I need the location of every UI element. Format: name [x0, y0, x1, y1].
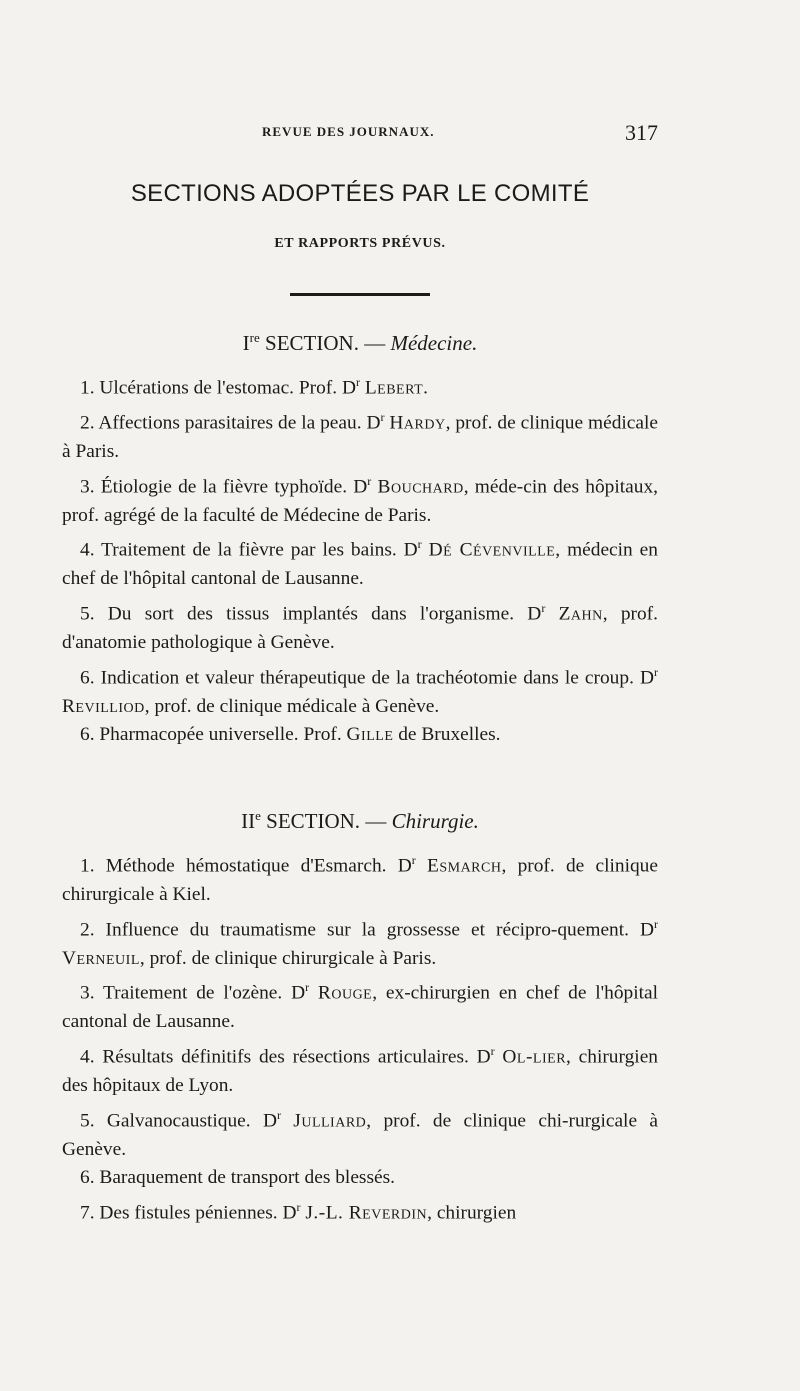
item-after: .: [423, 377, 429, 399]
item-sup: r: [490, 1043, 495, 1058]
author-name: Hardy: [389, 412, 446, 434]
page-title: SECTIONS ADOPTÉES PAR LE COMITÉ: [130, 180, 590, 207]
item-after: , prof. de clinique chirurgicale à Paris.: [139, 947, 437, 969]
section-numeral-suffix: e: [255, 808, 261, 823]
item-after: , prof. de clinique chirurgicale à Kiel.: [62, 855, 658, 906]
list-item: [62, 1164, 658, 1193]
author-name: J.-L. Reverdin: [305, 1202, 428, 1224]
section-dash: —: [364, 331, 386, 355]
item-text: 3. Traitement de l'ozène. D: [80, 982, 306, 1004]
item-after: , ex-chirurgien en chef de l'hôpital cantonal de Lausanne.: [62, 982, 658, 1033]
title-rule: [290, 293, 430, 296]
item-text: 5. Du sort des tissus implantés dans l'organisme. D: [80, 603, 542, 625]
list-item: [62, 846, 658, 910]
author-name: Verneuil: [62, 947, 140, 969]
author-name: Ol-lier: [502, 1046, 567, 1068]
section-label: SECTION.: [266, 809, 361, 833]
item-sup: r: [367, 473, 372, 488]
item-sup: r: [380, 410, 385, 425]
author-name: Julliard: [293, 1110, 367, 1132]
item-after: , prof. de clinique médicale à Paris.: [62, 412, 658, 463]
page-subtitle: ET RAPPORTS PRÉVUS.: [274, 236, 446, 251]
author-name: Zahn: [558, 603, 603, 625]
item-after: de Bruxelles.: [393, 724, 501, 746]
author-name: Revilliod: [62, 695, 145, 717]
list-item: [62, 368, 658, 403]
section-medecine-items: [62, 368, 658, 750]
author-name: Rouge: [317, 982, 373, 1004]
item-sup: r: [296, 1199, 301, 1214]
item-after: , prof. d'anatomie pathologique à Genève.: [62, 603, 658, 654]
item-text: 7. Des fistules péniennes. D: [80, 1202, 297, 1224]
list-item: [62, 594, 658, 658]
author-name: Bouchard: [377, 476, 464, 498]
item-text: 6. Baraquement de transport des blessés.: [80, 1167, 396, 1189]
item-sup: r: [276, 1107, 281, 1122]
item-text: 6. Pharmacopée universelle. Prof.: [80, 724, 347, 746]
item-after: , chirurgien: [427, 1202, 517, 1224]
item-sup: r: [654, 916, 658, 931]
list-item: [62, 1037, 658, 1101]
item-after: , méde-cin des hôpitaux, prof. agrégé de la faculté de Médecine de Paris.: [62, 476, 658, 526]
author-name: Lebert: [364, 377, 424, 399]
item-after: , chirurgien des hôpitaux de Lyon.: [62, 1046, 658, 1097]
item-text: 5. Galvanocaustique. D: [80, 1110, 277, 1132]
item-sup: r: [654, 664, 658, 679]
item-text: 3. Étiologie de la fièvre typhoïde. D: [80, 476, 368, 498]
list-item: [62, 530, 658, 594]
section-label: SECTION.: [265, 331, 359, 355]
author-name: Esmarch: [426, 855, 502, 877]
section-numeral-suffix: re: [249, 330, 260, 345]
item-text: 6. Indication et valeur thérapeutique de la trachéotomie dans le croup. D: [80, 667, 654, 689]
page-number: 317: [625, 120, 658, 145]
list-item: [62, 658, 658, 722]
item-after: , prof. de clinique médicale à Genève.: [144, 695, 440, 717]
item-sup: r: [541, 601, 546, 616]
section-numeral: I: [242, 331, 250, 355]
list-item: [62, 910, 658, 974]
item-text: 4. Résultats définitifs des résections articulaires. D: [80, 1046, 491, 1068]
list-item: [62, 1193, 658, 1228]
item-text: 4. Traitement de la fièvre par les bains. D: [80, 539, 418, 561]
section-heading-medecine: [62, 330, 658, 356]
item-text: 2. Affections parasitaires de la peau. D: [80, 412, 381, 434]
section-dash: —: [365, 809, 387, 833]
item-sup: r: [411, 853, 416, 867]
author-name: Gille: [346, 724, 394, 746]
item-text: 2. Influence du traumatisme sur la grossesse et récipro-quement. D: [80, 919, 654, 941]
list-item: [62, 1101, 658, 1165]
list-item: [62, 721, 658, 750]
list-item: [62, 467, 658, 531]
section-name: Médecine.: [390, 331, 478, 355]
item-after: , médecin en chef de l'hôpital cantonal de Lausanne.: [62, 539, 658, 590]
section-heading-chirurgie: [62, 808, 658, 834]
list-item: [62, 973, 658, 1037]
item-text: 1. Ulcérations de l'estomac. Prof. D: [80, 377, 356, 399]
section-numeral: II: [241, 809, 256, 833]
item-sup: r: [355, 375, 360, 389]
author-name: Dé Cévenville: [428, 539, 556, 561]
section-chirurgie-items: [62, 846, 658, 1228]
item-after: , prof. de clinique chi-rurgicale à Genève.: [62, 1110, 658, 1160]
running-head: [62, 122, 658, 148]
list-item: [62, 403, 658, 467]
section-name: Chirurgie.: [391, 809, 479, 833]
item-sup: r: [305, 980, 310, 995]
item-sup: r: [417, 537, 422, 552]
item-text: 1. Méthode hémostatique d'Esmarch. D: [80, 855, 412, 877]
running-head-title: REVUE DES JOURNAUX.: [262, 124, 435, 139]
